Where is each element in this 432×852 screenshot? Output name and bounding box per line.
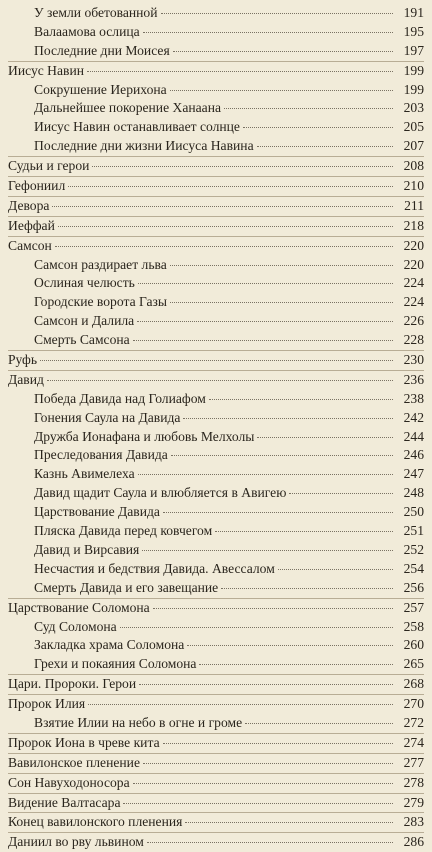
entry-title: Несчастия и бедствия Давида. Авессалом [34,560,275,576]
entry-title: Победа Давида над Голиафом [34,390,206,406]
entry-title: Самсон раздирает льва [34,256,167,272]
toc-section-entry [8,237,424,256]
dot-leader [278,569,393,570]
entry-page-number: 207 [403,138,424,154]
toc-subsection-entry [8,312,424,331]
dot-leader [257,146,393,147]
toc-subsection-entry [8,541,424,560]
toc-section-entry [8,599,424,618]
entry-title: Смерть Давида и его завещание [34,579,219,595]
entry-page-number: 270 [403,696,424,712]
entry-title: Давид щадит Саула и влюбляется в Авигею [34,485,287,501]
dot-leader [289,493,393,494]
toc-subsection-entry [8,256,424,275]
toc-subsection-entry [8,118,424,137]
dot-leader [163,512,393,513]
entry-page-number: 279 [403,794,424,810]
entry-page-number: 286 [403,834,424,850]
toc-subsection-entry [8,714,424,733]
toc-section-entry [8,675,424,694]
entry-title: Пляска Давида перед ковчегом [34,523,213,539]
dot-leader [185,822,393,823]
dot-leader [138,474,393,475]
dot-leader [209,399,393,400]
entry-page-number: 195 [403,23,424,39]
dot-leader [137,321,393,322]
dot-leader [47,380,393,381]
entry-title: Взятие Илии на небо в огне и громе [34,714,243,730]
entry-page-number: 199 [403,81,424,97]
entry-page-number: 251 [403,523,424,539]
entry-page-number: 230 [403,352,424,368]
dot-leader [138,283,393,284]
entry-title: Иеффай [8,217,55,233]
entry-page-number: 224 [403,275,424,291]
entry-title: Конец вавилонского пленения [8,814,183,830]
entry-page-number: 218 [403,217,424,233]
dot-leader [187,645,393,646]
toc-subsection-entry [8,23,424,42]
toc-subsection-entry [8,4,424,23]
toc-section-entry [8,351,424,370]
toc-section-entry [8,695,424,714]
toc-section-entry [8,371,424,390]
toc-section-entry [8,62,424,81]
entry-title: Давид и Вирсавия [34,541,140,557]
entry-title: У земли обетованной [34,5,158,20]
entry-title: Видение Валтасара [8,794,121,810]
dot-leader [139,684,393,685]
entry-title: Царствование Давида [34,504,160,520]
toc-subsection-entry [8,137,424,156]
dot-leader [147,842,393,843]
dot-leader [55,246,393,247]
entry-title: Казнь Авимелеха [34,466,135,482]
entry-page-number: 283 [403,814,424,830]
toc-section-entry [8,794,424,813]
entry-page-number: 258 [403,618,424,634]
dot-leader [183,418,393,419]
toc-section-entry [8,734,424,753]
entry-title: Дружба Ионафана и любовь Мелхолы [34,428,255,444]
toc-subsection-entry [8,409,424,428]
entry-page-number: 246 [403,447,424,463]
entry-page-number: 252 [403,541,424,557]
entry-title: Пророк Иона в чреве кита [8,734,160,750]
dot-leader [87,71,393,72]
dot-leader [163,743,393,744]
entry-page-number: 268 [403,676,424,692]
dot-leader [52,206,393,207]
entry-title: Сон Навуходоносора [8,774,130,790]
entry-page-number: 197 [403,42,424,58]
toc-section-entry [8,774,424,793]
entry-page-number: 205 [403,119,424,135]
toc-subsection-entry [8,503,424,522]
toc-section-entry [8,177,424,196]
toc-section-entry [8,197,424,216]
dot-leader [143,32,393,33]
entry-title: Самсон [8,237,52,253]
entry-page-number: 277 [403,754,424,770]
entry-page-number: 236 [403,371,424,387]
dot-leader [243,127,393,128]
dot-leader [170,302,393,303]
toc-section-entry [8,813,424,832]
toc-subsection-entry [8,446,424,465]
entry-page-number: 254 [403,560,424,576]
table-of-contents [8,4,424,852]
entry-page-number: 220 [403,237,424,253]
entry-title: Дальнейшее покорение Ханаана [34,100,222,116]
entry-page-number: 203 [403,100,424,116]
entry-page-number: 228 [403,332,424,348]
entry-page-number: 226 [403,313,424,329]
entry-page-number: 265 [403,656,424,672]
entry-title: Даниил во рву львином [8,834,144,850]
toc-subsection-entry [8,522,424,541]
dot-leader [215,531,393,532]
toc-subsection-entry [8,655,424,674]
toc-subsection-entry [8,274,424,293]
dot-leader [123,803,393,804]
dot-leader [133,340,393,341]
entry-title: Гефониил [8,178,66,194]
entry-title: Иисус Навин [8,62,84,78]
entry-title: Грехи и покаяния Соломона [34,656,197,672]
entry-page-number: 191 [403,5,424,20]
toc-subsection-entry [8,42,424,61]
toc-subsection-entry [8,293,424,312]
toc-subsection-entry [8,636,424,655]
entry-title: Закладка храма Соломона [34,637,185,653]
entry-page-number: 260 [403,637,424,653]
entry-page-number: 272 [403,714,424,730]
entry-page-number: 247 [403,466,424,482]
entry-page-number: 248 [403,485,424,501]
entry-page-number: 256 [403,579,424,595]
toc-subsection-entry [8,579,424,598]
dot-leader [161,13,393,14]
entry-page-number: 199 [403,62,424,78]
entry-title: Последние дни Моисея [34,42,170,58]
entry-title: Суд Соломона [34,618,117,634]
entry-title: Руфь [8,352,38,368]
dot-leader [224,108,393,109]
dot-leader [68,186,393,187]
dot-leader [92,166,393,167]
entry-title: Городские ворота Газы [34,294,168,310]
dot-leader [170,265,393,266]
entry-title: Судьи и герои [8,158,90,174]
entry-title: Гонения Саула на Давида [34,409,181,425]
dot-leader [88,704,393,705]
dot-leader [143,763,393,764]
entry-title: Самсон и Далила [34,313,135,329]
entry-title: Валаамова ослица [34,23,140,39]
entry-title: Ослиная челюсть [34,275,135,291]
toc-subsection-entry [8,465,424,484]
toc-section-entry [8,217,424,236]
entry-title: Последние дни жизни Иисуса Навина [34,138,254,154]
dot-leader [120,627,393,628]
toc-subsection-entry [8,331,424,350]
toc-section-entry [8,833,424,852]
entry-page-number: 257 [403,599,424,615]
toc-section-entry [8,157,424,176]
toc-subsection-entry [8,618,424,637]
entry-page-number: 244 [403,428,424,444]
toc-subsection-entry [8,428,424,447]
toc-subsection-entry [8,560,424,579]
toc-section-entry [8,754,424,773]
entry-title: Давид [8,371,44,387]
entry-title: Девора [8,197,50,213]
dot-leader [171,455,393,456]
entry-page-number: 208 [403,158,424,174]
entry-title: Преследования Давида [34,447,168,463]
dot-leader [133,783,393,784]
entry-page-number: 220 [403,256,424,272]
toc-subsection-entry [8,484,424,503]
dot-leader [58,226,393,227]
dot-leader [170,90,393,91]
entry-page-number: 210 [403,178,424,194]
entry-title: Иисус Навин останавливает солнце [34,119,240,135]
entry-title: Вавилонское пленение [8,754,140,770]
entry-page-number: 242 [403,409,424,425]
toc-subsection-entry [8,81,424,100]
dot-leader [199,664,393,665]
dot-leader [40,360,393,361]
entry-page-number: 274 [403,734,424,750]
entry-page-number: 238 [403,390,424,406]
entry-page-number: 224 [403,294,424,310]
entry-title: Цари. Пророки. Герои [8,676,137,692]
entry-page-number: 250 [403,504,424,520]
toc-subsection-entry [8,99,424,118]
toc-subsection-entry [8,390,424,409]
entry-page-number: 211 [404,197,424,213]
dot-leader [245,723,393,724]
entry-title: Царствование Соломона [8,599,150,615]
dot-leader [173,51,393,52]
entry-title: Смерть Самсона [34,332,130,348]
entry-title: Пророк Илия [8,696,86,712]
entry-page-number: 278 [403,774,424,790]
dot-leader [153,608,393,609]
dot-leader [221,588,393,589]
entry-title: Сокрушение Иерихона [34,81,167,97]
dot-leader [257,437,393,438]
dot-leader [142,550,393,551]
